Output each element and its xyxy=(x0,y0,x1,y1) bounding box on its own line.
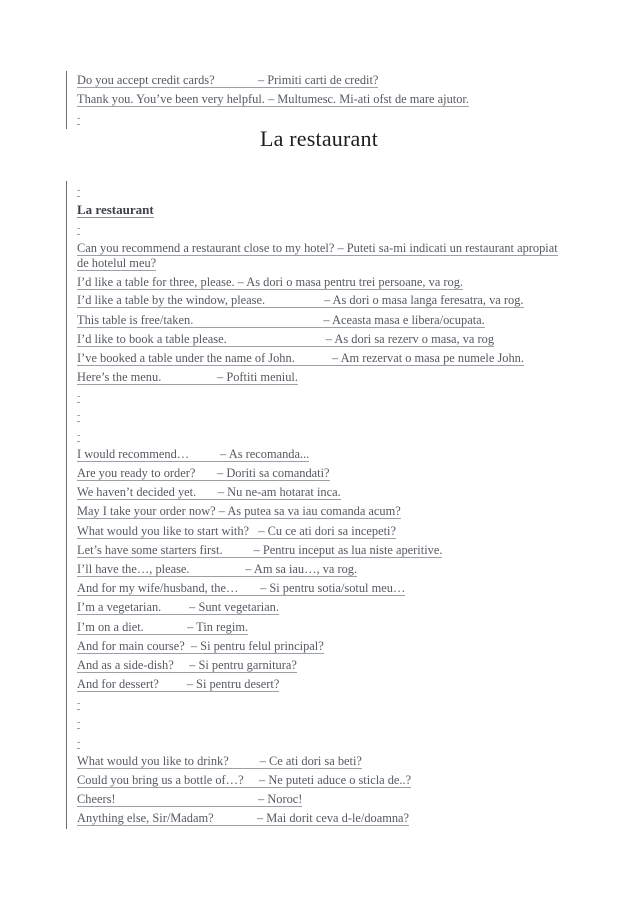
empty-marker: - xyxy=(77,113,81,125)
phrase-line: Thank you. You’ve been very helpful. – Multumesc. Mi-ati ofst de mare ajutor. xyxy=(77,92,469,107)
phrase-line: Can you recommend a restaurant close to my hotel? – Puteti sa-mi indicati un restaurant apropiat de hotelul meu? xyxy=(77,240,558,271)
empty-marker: - xyxy=(77,429,81,441)
phrase-line: I’m a vegetarian. – Sunt vegetarian. xyxy=(77,600,279,615)
phrase-line: And for dessert? – Si pentru desert? xyxy=(77,677,280,692)
phrase-line: Are you ready to order? – Doriti sa comandati? xyxy=(77,466,330,481)
phrase-line: We haven’t decided yet. – Nu ne-am hotarat inca. xyxy=(77,485,341,500)
phrase-line: What would you like to drink? – Ce ati dori sa beti? xyxy=(77,753,362,768)
phrase-line: Could you bring us a bottle of…? – Ne puteti aduce o sticla de..? xyxy=(77,773,412,788)
restaurant-section-block xyxy=(66,181,577,829)
section-subheading: La restaurant xyxy=(77,202,154,218)
phrase-line: I’d like a table for three, please. – As dori o masa pentru trei persoane, va rog. xyxy=(77,274,464,289)
empty-marker: - xyxy=(77,185,81,196)
phrase-line: Cheers! – Noroc! xyxy=(77,792,303,807)
phrase-line: May I take your order now? – As putea sa va iau comanda acum? xyxy=(77,504,401,519)
previous-section-block xyxy=(66,71,577,129)
phrase-line: I’d like a table by the window, please. – As dori o masa langa feresatra, va rog. xyxy=(77,293,524,308)
empty-marker: - xyxy=(77,717,81,729)
phrase-line: Anything else, Sir/Madam? – Mai dorit ceva d-le/doamna? xyxy=(77,811,410,826)
phrase-line: And for my wife/husband, the… – Si pentru sotia/sotul meu… xyxy=(77,581,406,596)
phrase-line: I’d like to book a table please. – As dori sa rezerv o masa, va rog xyxy=(77,331,495,346)
phrase-line: And for main course? – Si pentru felul principal? xyxy=(77,638,324,653)
phrase-line: I would recommend… – As recomanda... xyxy=(77,446,310,461)
empty-marker: - xyxy=(77,698,81,710)
phrase-line: Do you accept credit cards? – Primiti carti de credit? xyxy=(77,73,379,87)
empty-marker: - xyxy=(77,736,81,748)
phrase-line: What would you like to start with? – Cu ce ati dori sa incepeti? xyxy=(77,523,396,538)
phrase-line: Let’s have some starters first. – Pentru inceput as lua niste aperitive. xyxy=(77,542,443,557)
phrase-line: I’ve booked a table under the name of John. – Am rezervat o masa pe numele John. xyxy=(77,350,524,365)
empty-marker: - xyxy=(77,223,81,235)
phrase-line: And as a side-dish? – Si pentru garnitura? xyxy=(77,657,297,672)
phrase-line: I’ll have the…, please. – Am sa iau…, va rog. xyxy=(77,561,358,576)
phrase-line: This table is free/taken. – Aceasta masa e libera/ocupata. xyxy=(77,312,485,327)
page-title: La restaurant xyxy=(259,126,379,151)
phrase-line: Here’s the menu. – Poftiti meniul. xyxy=(77,370,298,385)
phrase-line: I’m on a diet. – Tin regim. xyxy=(77,619,249,634)
empty-marker: - xyxy=(77,391,81,403)
empty-marker: - xyxy=(77,410,81,422)
